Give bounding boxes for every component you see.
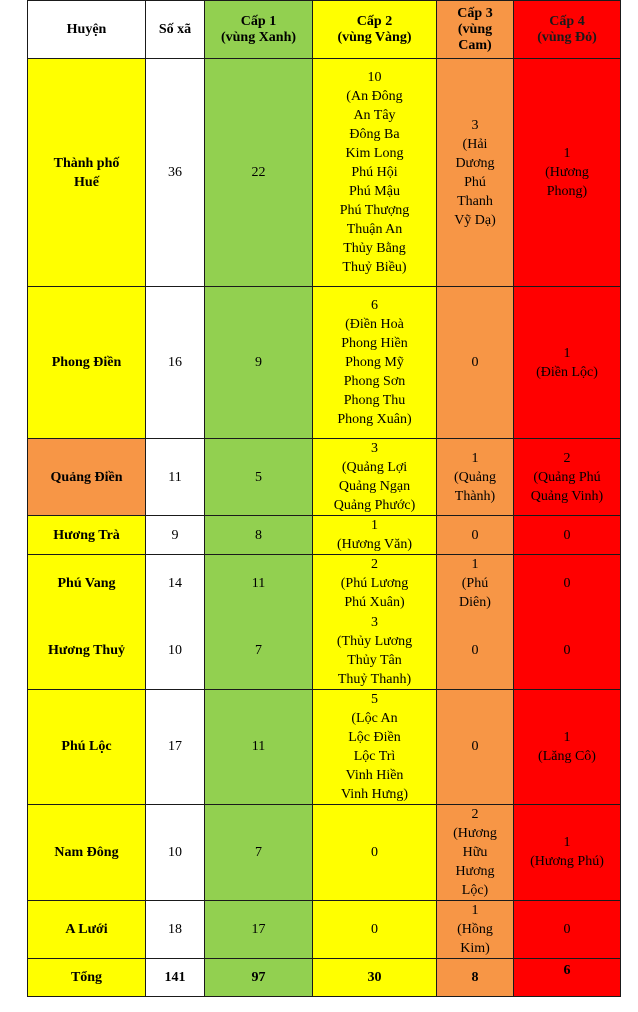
level1-cell: 8 xyxy=(205,516,313,555)
level3-cell: 0 xyxy=(437,516,514,555)
level3-cell: 0 xyxy=(437,689,514,804)
level2-cell: 6 (Điền Hoà Phong Hiền Phong Mỹ Phong Sơn Phong Thu Phong Xuân) xyxy=(313,287,437,439)
district-cell: Phong Điền xyxy=(28,287,146,439)
level1-cell: 17 xyxy=(205,900,313,958)
level4-cell: 1 (Lăng Cô) xyxy=(514,689,621,804)
table-row xyxy=(28,555,621,613)
table-row xyxy=(28,516,621,555)
district-cell: Thành phố Huế xyxy=(28,59,146,287)
level4-cell: 2 (Quảng Phú Quảng Vinh) xyxy=(514,439,621,516)
communes-cell: 36 xyxy=(146,59,205,287)
district-cell: Quảng Điền xyxy=(28,439,146,516)
total-label: Tổng xyxy=(28,958,146,996)
district-cell: Phú Lộc xyxy=(28,689,146,804)
header-level1: Cấp 1 (vùng Xanh) xyxy=(205,1,313,59)
level1-cell: 7 xyxy=(205,613,313,690)
table-row xyxy=(28,804,621,900)
communes-cell: 18 xyxy=(146,900,205,958)
total-level4: 6 xyxy=(514,958,621,996)
level3-cell: 2 (Hương Hữu Hương Lộc) xyxy=(437,804,514,900)
district-cell: A Lưới xyxy=(28,900,146,958)
level4-cell: 0 xyxy=(514,613,621,690)
level3-cell: 1 (Hồng Kim) xyxy=(437,900,514,958)
level3-cell: 0 xyxy=(437,287,514,439)
table-row xyxy=(28,287,621,439)
total-communes: 141 xyxy=(146,958,205,996)
level3-cell: 0 xyxy=(437,613,514,690)
level1-cell: 9 xyxy=(205,287,313,439)
communes-cell: 16 xyxy=(146,287,205,439)
table-row xyxy=(28,900,621,958)
district-cell: Phú Vang xyxy=(28,555,146,613)
communes-cell: 9 xyxy=(146,516,205,555)
district-cell: Hương Thuỷ xyxy=(28,613,146,690)
level4-cell: 0 xyxy=(514,555,621,613)
header-level2: Cấp 2 (vùng Vàng) xyxy=(313,1,437,59)
communes-cell: 11 xyxy=(146,439,205,516)
header-communes: Số xã xyxy=(146,1,205,59)
level4-cell: 1 (Điền Lộc) xyxy=(514,287,621,439)
table-row xyxy=(28,59,621,287)
level1-cell: 5 xyxy=(205,439,313,516)
level2-cell: 0 xyxy=(313,804,437,900)
level3-cell: 3 (Hải Dương Phú Thanh Vỹ Dạ) xyxy=(437,59,514,287)
table-row xyxy=(28,689,621,804)
header-level4: Cấp 4 (vùng Đỏ) xyxy=(514,1,621,59)
district-cell: Nam Đông xyxy=(28,804,146,900)
level1-cell: 11 xyxy=(205,555,313,613)
level2-cell: 10 (An Đông An Tây Đông Ba Kim Long Phú Hội Phú Mậu Phú Thượng Thuận An Thủy Bằng Thuỷ Biều) xyxy=(313,59,437,287)
covid-level-table xyxy=(27,0,621,997)
level2-cell: 0 xyxy=(313,900,437,958)
header-row xyxy=(28,1,621,59)
table-row xyxy=(28,439,621,516)
communes-cell: 10 xyxy=(146,804,205,900)
level2-cell: 1 (Hương Văn) xyxy=(313,516,437,555)
communes-cell: 17 xyxy=(146,689,205,804)
level3-cell: 1 (Quảng Thành) xyxy=(437,439,514,516)
table-row xyxy=(28,613,621,690)
level1-cell: 7 xyxy=(205,804,313,900)
level4-cell: 0 xyxy=(514,516,621,555)
communes-cell: 10 xyxy=(146,613,205,690)
level4-cell: 1 (Hương Phú) xyxy=(514,804,621,900)
level4-cell: 1 (Hương Phong) xyxy=(514,59,621,287)
total-row xyxy=(28,958,621,996)
header-level3: Cấp 3 (vùng Cam) xyxy=(437,1,514,59)
level2-cell: 3 (Thủy Lương Thủy Tân Thuỷ Thanh) xyxy=(313,613,437,690)
header-district: Huyện xyxy=(28,1,146,59)
total-level3: 8 xyxy=(437,958,514,996)
level2-cell: 5 (Lộc An Lộc Điền Lộc Trì Vinh Hiền Vinh Hưng) xyxy=(313,689,437,804)
level4-cell: 0 xyxy=(514,900,621,958)
total-level1: 97 xyxy=(205,958,313,996)
level3-cell: 1 (Phú Diên) xyxy=(437,555,514,613)
level2-cell: 2 (Phú Lương Phú Xuân) xyxy=(313,555,437,613)
level1-cell: 11 xyxy=(205,689,313,804)
level1-cell: 22 xyxy=(205,59,313,287)
communes-cell: 14 xyxy=(146,555,205,613)
district-cell: Hương Trà xyxy=(28,516,146,555)
total-level2: 30 xyxy=(313,958,437,996)
level2-cell: 3 (Quảng Lợi Quảng Ngạn Quảng Phước) xyxy=(313,439,437,516)
